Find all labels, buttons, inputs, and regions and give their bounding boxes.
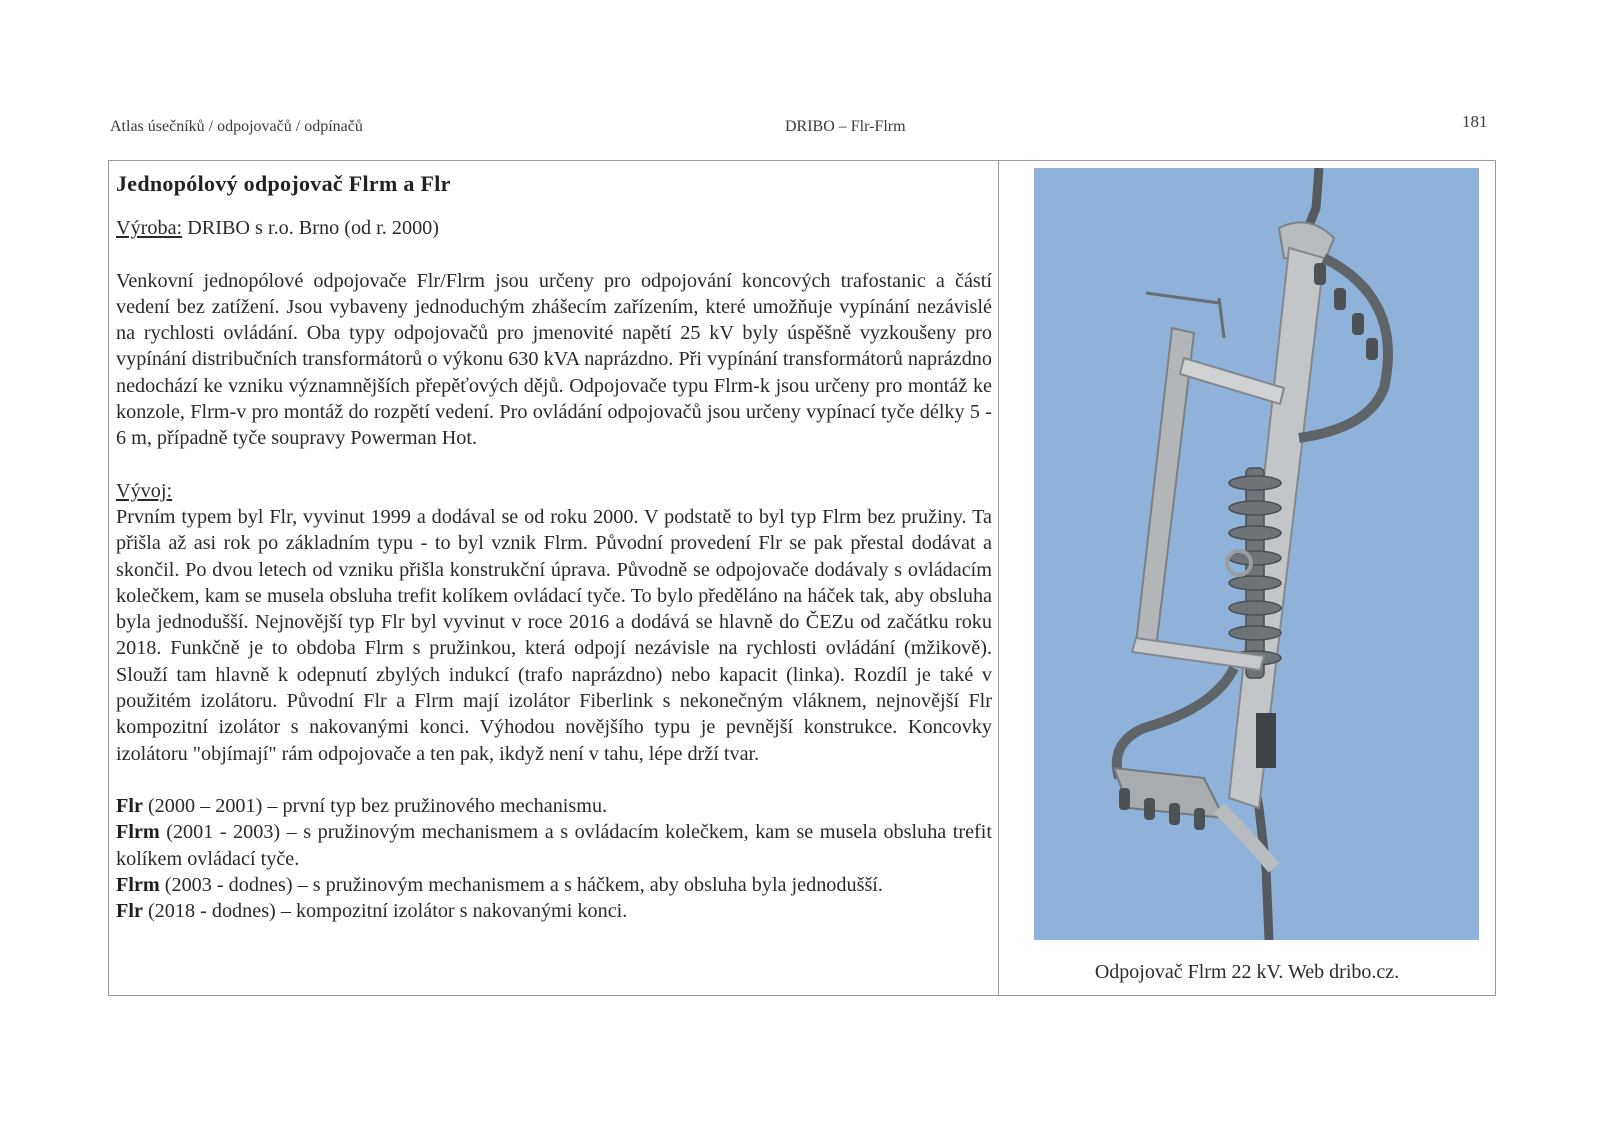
article-title: Jednopólový odpojovač Flrm a Flr xyxy=(116,171,451,196)
history-desc: (2018 - dodnes) – kompozitní izolátor s nakovanými konci. xyxy=(142,900,628,923)
intro-paragraph: Venkovní jednopólové odpojovače Flr/Flrm jsou určeny pro odpojování koncových trafostanic a částí vedení bez zatížení. Jsou vybaveny jednoduchým zhášecím zařízením, které umožňuje vypínání nezávislé na rychlosti ovládání. Oba typy odpojovačů pro jmenovité napětí 25 kV byly úspěšně vyzkoušeny pro vypínání distribučních transformátorů o výkonu 630 kVA naprázdno. Při vypínání transformátorů naprázdno nedochází ke vzniku významnějších přepěťových dějů. Odpojovače typu Flrm-k jsou určeny pro montáž ke konzole, Flrm-v pro montáž do rozpětí vedení. Pro ovládání odpojovačů jsou určeny vypínací tyče délky 5 - 6 m, případně tyče soupravy Powerman Hot. xyxy=(116,269,992,450)
history-item xyxy=(116,793,992,819)
history-item xyxy=(116,819,992,872)
history-type: Flr xyxy=(116,900,143,923)
history-desc: (2003 - dodnes) – s pružinovým mechanismem a s háčkem, aby obsluha byla jednodušší. xyxy=(159,873,883,896)
content-frame xyxy=(108,160,1496,996)
history-type: Flrm xyxy=(116,821,160,844)
manufacturer-label: Výroba: xyxy=(116,217,183,240)
history-type: Flr xyxy=(116,794,143,817)
manufacturer-value: DRIBO s r.o. Brno (od r. 2000) xyxy=(187,217,439,240)
page-number: 181 xyxy=(1462,112,1488,131)
history-type: Flrm xyxy=(116,873,160,896)
header-atlas-title: Atlas úsečníků / odpojovačů / odpínačů xyxy=(110,118,363,135)
disconnector-illustration xyxy=(1034,168,1479,940)
text-column xyxy=(109,161,999,995)
disconnector-photo xyxy=(1034,168,1479,940)
header-section-title: DRIBO – Flr-Flrm xyxy=(785,118,906,135)
manufacturer-line xyxy=(116,215,992,241)
history-item xyxy=(116,872,992,898)
figure-column xyxy=(999,161,1495,995)
figure-caption: Odpojovač Flrm 22 kV. Web dribo.cz. xyxy=(1094,961,1400,983)
history-desc: (2001 - 2003) – s pružinovým mechanismem a s ovládacím kolečkem, kam se musela obsluha trefit kolíkem ovládací tyče. xyxy=(116,821,992,870)
history-desc: (2000 – 2001) – první typ bez pružinového mechanismu. xyxy=(142,794,608,817)
history-list xyxy=(116,793,992,924)
running-header xyxy=(0,112,1600,142)
development-paragraph: Prvním typem byl Flr, vyvinut 1999 a dodával se od roku 2000. V podstatě to byl typ Flrm bez pružiny. Ta přišla až asi rok po základním typu - to byl vznik Flrm. Původní provedení Flr se pak přestal dodávat a skončil. Po dvou letech od vzniku přišla konstrukční úprava. Původně se odpojovače dodávaly s ovládacím kolečkem, kam se musela obsluha trefit kolíkem ovládací tyče. To bylo předěláno na háček tak, aby obsluha byla jednodušší. Nejnovější typ Flr byl vyvinut v roce 2016 a dodává se hlavně do ČEZu od začátku roku 2018. Funkčně je to obdoba Flrm s pružinkou, která odpojí nezávisle na rychlosti ovládání (mžikově). Slouží tam hlavně k odepnutí zbylých indukcí (trafo naprázdno) nebo kapacit (linka). Rozdíl je také v použitém izolátoru. Původní Flr a Flrm mají izolátor Fiberlink s nekonečným vláknem, nejnovější Flr kompozitní izolátor s nakovanými konci. Výhodou novějšího typu je pevnější konstrukce. Koncovky izolátoru "objímají" rám odpojovače a ten pak, ikdyž není v tahu, lépe drží tvar. xyxy=(116,505,992,765)
history-item xyxy=(116,898,992,924)
development-heading: Vývoj: xyxy=(116,479,173,502)
